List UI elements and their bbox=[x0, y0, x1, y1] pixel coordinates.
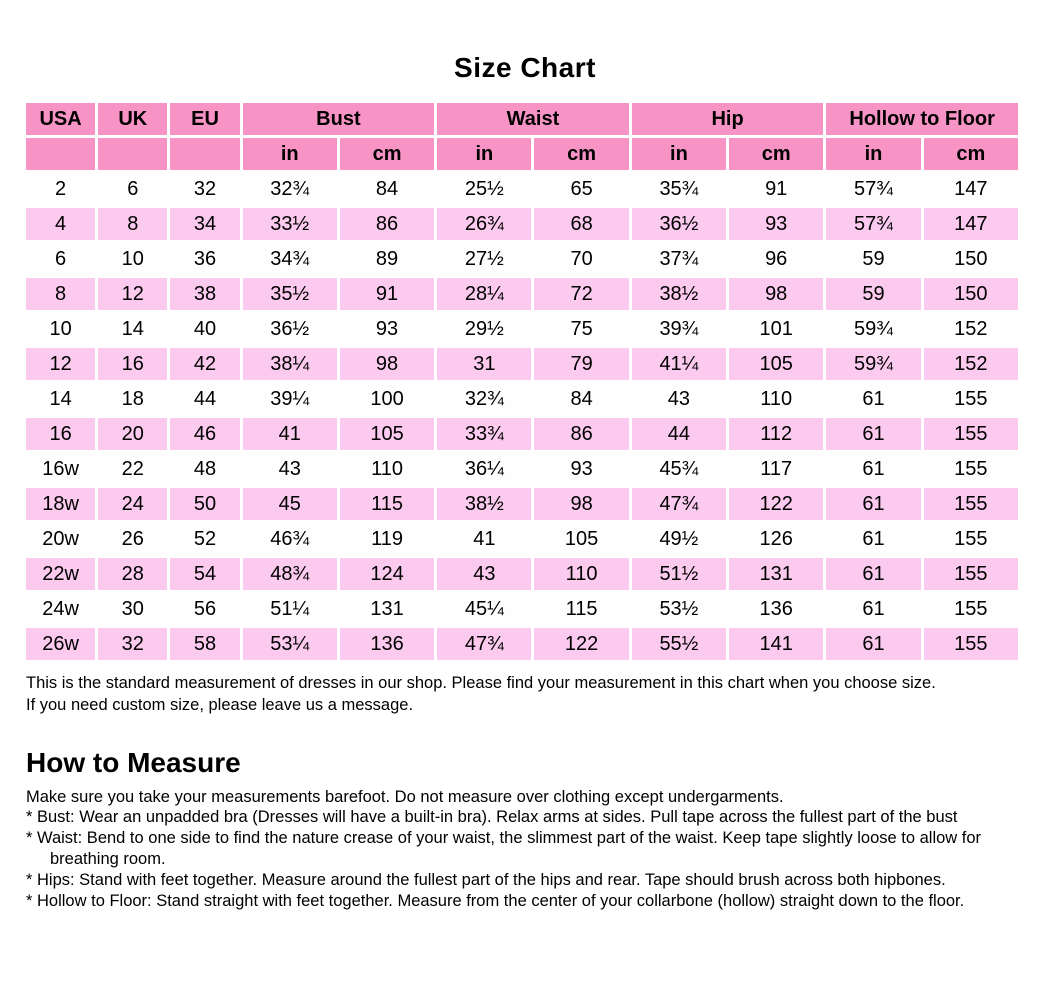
size-cell: 155 bbox=[924, 628, 1018, 660]
size-cell: 47¾ bbox=[632, 488, 726, 520]
size-cell: 57¾ bbox=[826, 208, 920, 240]
size-cell: 61 bbox=[826, 418, 920, 450]
table-row bbox=[26, 208, 1018, 240]
size-cell: 147 bbox=[924, 173, 1018, 205]
size-cell: 39¾ bbox=[632, 313, 726, 345]
size-cell: 141 bbox=[729, 628, 823, 660]
size-cell: 44 bbox=[632, 418, 726, 450]
size-cell: 155 bbox=[924, 418, 1018, 450]
column-group-header: Bust bbox=[243, 103, 435, 135]
column-group-header: Hollow to Floor bbox=[826, 103, 1018, 135]
instruction-line: * Hollow to Floor: Stand straight with feet together. Measure from the center of your collarbone (hollow) straight down to the floor. bbox=[26, 892, 965, 911]
size-cell: 51½ bbox=[632, 558, 726, 590]
note-line: This is the standard measurement of dresses in our shop. Please find your measurement in this chart when you choose size. bbox=[26, 674, 936, 692]
table-row bbox=[26, 313, 1018, 345]
size-cell: 28 bbox=[98, 558, 167, 590]
size-cell: 37¾ bbox=[632, 243, 726, 275]
size-cell: 119 bbox=[340, 523, 434, 555]
size-cell: 48 bbox=[170, 453, 239, 485]
size-cell: 34¾ bbox=[243, 243, 337, 275]
size-cell: 14 bbox=[26, 383, 95, 415]
size-cell: 38½ bbox=[632, 278, 726, 310]
size-cell: 22w bbox=[26, 558, 95, 590]
column-group-header: USA bbox=[26, 103, 95, 135]
size-cell: 124 bbox=[340, 558, 434, 590]
size-cell: 101 bbox=[729, 313, 823, 345]
unit-header-cell: cm bbox=[924, 138, 1018, 170]
size-cell: 150 bbox=[924, 243, 1018, 275]
table-row bbox=[26, 348, 1018, 380]
size-cell: 33¾ bbox=[437, 418, 531, 450]
size-cell: 12 bbox=[98, 278, 167, 310]
size-cell: 49½ bbox=[632, 523, 726, 555]
size-cell: 57¾ bbox=[826, 173, 920, 205]
size-cell: 4 bbox=[26, 208, 95, 240]
size-cell: 45 bbox=[243, 488, 337, 520]
size-cell: 30 bbox=[98, 593, 167, 625]
unit-header-row bbox=[26, 138, 1018, 170]
size-cell: 126 bbox=[729, 523, 823, 555]
size-cell: 84 bbox=[340, 173, 434, 205]
size-cell: 20w bbox=[26, 523, 95, 555]
column-group-header: Hip bbox=[632, 103, 824, 135]
page-title: Size Chart bbox=[454, 52, 596, 83]
size-cell: 38 bbox=[170, 278, 239, 310]
size-cell: 41¼ bbox=[632, 348, 726, 380]
how-to-measure-heading: How to Measure bbox=[26, 746, 241, 778]
size-cell: 105 bbox=[729, 348, 823, 380]
size-cell: 40 bbox=[170, 313, 239, 345]
size-cell: 8 bbox=[98, 208, 167, 240]
size-cell: 96 bbox=[729, 243, 823, 275]
instruction-line: * Waist: Bend to one side to find the nature crease of your waist, the slimmest part of the waist. Keep tape slightly loose to allow for bbox=[26, 829, 982, 848]
size-cell: 34 bbox=[170, 208, 239, 240]
unit-header-cell bbox=[26, 138, 95, 170]
size-cell: 35¾ bbox=[632, 173, 726, 205]
size-cell: 43 bbox=[437, 558, 531, 590]
size-cell: 110 bbox=[340, 453, 434, 485]
size-cell: 22 bbox=[98, 453, 167, 485]
column-group-header: Waist bbox=[437, 103, 629, 135]
size-cell: 115 bbox=[534, 593, 628, 625]
size-cell: 2 bbox=[26, 173, 95, 205]
size-cell: 39¼ bbox=[243, 383, 337, 415]
size-cell: 61 bbox=[826, 593, 920, 625]
size-cell: 105 bbox=[340, 418, 434, 450]
size-cell: 131 bbox=[340, 593, 434, 625]
size-cell: 36¼ bbox=[437, 453, 531, 485]
size-cell: 155 bbox=[924, 593, 1018, 625]
size-cell: 33½ bbox=[243, 208, 337, 240]
size-cell: 43 bbox=[243, 453, 337, 485]
column-group-header: EU bbox=[170, 103, 239, 135]
size-cell: 26¾ bbox=[437, 208, 531, 240]
size-cell: 38¼ bbox=[243, 348, 337, 380]
instruction-line: Make sure you take your measurements barefoot. Do not measure over clothing except undergarments. bbox=[26, 787, 784, 806]
column-group-header: UK bbox=[98, 103, 167, 135]
size-cell: 152 bbox=[924, 348, 1018, 380]
size-cell: 68 bbox=[534, 208, 628, 240]
size-cell: 35½ bbox=[243, 278, 337, 310]
size-cell: 112 bbox=[729, 418, 823, 450]
size-cell: 58 bbox=[170, 628, 239, 660]
table-row bbox=[26, 453, 1018, 485]
size-cell: 61 bbox=[826, 523, 920, 555]
size-cell: 93 bbox=[534, 453, 628, 485]
size-cell: 8 bbox=[26, 278, 95, 310]
size-cell: 98 bbox=[729, 278, 823, 310]
size-cell: 50 bbox=[170, 488, 239, 520]
size-cell: 41 bbox=[437, 523, 531, 555]
size-cell: 115 bbox=[340, 488, 434, 520]
size-cell: 155 bbox=[924, 383, 1018, 415]
size-cell: 29½ bbox=[437, 313, 531, 345]
table-header bbox=[26, 103, 1018, 170]
size-cell: 86 bbox=[534, 418, 628, 450]
size-cell: 44 bbox=[170, 383, 239, 415]
size-cell: 122 bbox=[729, 488, 823, 520]
size-cell: 36½ bbox=[243, 313, 337, 345]
size-cell: 75 bbox=[534, 313, 628, 345]
table-row bbox=[26, 243, 1018, 275]
size-cell: 47¾ bbox=[437, 628, 531, 660]
size-cell: 36 bbox=[170, 243, 239, 275]
header-group-row bbox=[26, 103, 1018, 135]
size-cell: 100 bbox=[340, 383, 434, 415]
size-cell: 105 bbox=[534, 523, 628, 555]
size-cell: 6 bbox=[98, 173, 167, 205]
table-row bbox=[26, 383, 1018, 415]
size-cell: 45¼ bbox=[437, 593, 531, 625]
size-cell: 98 bbox=[534, 488, 628, 520]
size-cell: 59¾ bbox=[826, 313, 920, 345]
table-row bbox=[26, 628, 1018, 660]
size-cell: 110 bbox=[534, 558, 628, 590]
size-chart-table bbox=[23, 100, 1021, 663]
size-cell: 26w bbox=[26, 628, 95, 660]
size-cell: 155 bbox=[924, 453, 1018, 485]
size-cell: 89 bbox=[340, 243, 434, 275]
size-cell: 155 bbox=[924, 558, 1018, 590]
size-cell: 46¾ bbox=[243, 523, 337, 555]
table-body bbox=[26, 173, 1018, 660]
table-row bbox=[26, 523, 1018, 555]
size-cell: 42 bbox=[170, 348, 239, 380]
size-cell: 14 bbox=[98, 313, 167, 345]
size-cell: 117 bbox=[729, 453, 823, 485]
size-cell: 91 bbox=[729, 173, 823, 205]
unit-header-cell: cm bbox=[729, 138, 823, 170]
size-cell: 59 bbox=[826, 243, 920, 275]
size-cell: 18w bbox=[26, 488, 95, 520]
unit-header-cell: in bbox=[632, 138, 726, 170]
size-cell: 93 bbox=[729, 208, 823, 240]
size-cell: 59¾ bbox=[826, 348, 920, 380]
size-cell: 147 bbox=[924, 208, 1018, 240]
size-cell: 136 bbox=[340, 628, 434, 660]
size-cell: 51¼ bbox=[243, 593, 337, 625]
size-cell: 16 bbox=[98, 348, 167, 380]
instruction-line: breathing room. bbox=[50, 850, 166, 869]
size-cell: 24 bbox=[98, 488, 167, 520]
size-cell: 16w bbox=[26, 453, 95, 485]
size-cell: 28¼ bbox=[437, 278, 531, 310]
table-row bbox=[26, 558, 1018, 590]
table-row bbox=[26, 173, 1018, 205]
unit-header-cell bbox=[98, 138, 167, 170]
size-cell: 36½ bbox=[632, 208, 726, 240]
size-cell: 61 bbox=[826, 558, 920, 590]
size-cell: 86 bbox=[340, 208, 434, 240]
size-cell: 84 bbox=[534, 383, 628, 415]
size-cell: 155 bbox=[924, 488, 1018, 520]
size-cell: 53½ bbox=[632, 593, 726, 625]
size-cell: 12 bbox=[26, 348, 95, 380]
size-cell: 61 bbox=[826, 628, 920, 660]
instruction-line: * Bust: Wear an unpadded bra (Dresses will have a built-in bra). Relax arms at sides. Pull tape across the fullest part of the bust bbox=[26, 808, 958, 827]
size-cell: 46 bbox=[170, 418, 239, 450]
unit-header-cell: cm bbox=[534, 138, 628, 170]
size-cell: 27½ bbox=[437, 243, 531, 275]
size-cell: 38½ bbox=[437, 488, 531, 520]
size-cell: 98 bbox=[340, 348, 434, 380]
instruction-line: * Hips: Stand with feet together. Measure around the fullest part of the hips and rear. Tape should brush across both hipbones. bbox=[26, 871, 946, 890]
size-cell: 32 bbox=[170, 173, 239, 205]
table-row bbox=[26, 418, 1018, 450]
size-cell: 91 bbox=[340, 278, 434, 310]
table-row bbox=[26, 278, 1018, 310]
size-cell: 131 bbox=[729, 558, 823, 590]
size-cell: 61 bbox=[826, 488, 920, 520]
size-cell: 43 bbox=[632, 383, 726, 415]
unit-header-cell bbox=[170, 138, 239, 170]
size-cell: 24w bbox=[26, 593, 95, 625]
unit-header-cell: in bbox=[826, 138, 920, 170]
size-cell: 61 bbox=[826, 383, 920, 415]
size-cell: 72 bbox=[534, 278, 628, 310]
table-row bbox=[26, 488, 1018, 520]
size-cell: 155 bbox=[924, 523, 1018, 555]
unit-header-cell: in bbox=[437, 138, 531, 170]
size-cell: 79 bbox=[534, 348, 628, 380]
size-cell: 53¼ bbox=[243, 628, 337, 660]
unit-header-cell: in bbox=[243, 138, 337, 170]
size-cell: 59 bbox=[826, 278, 920, 310]
size-cell: 152 bbox=[924, 313, 1018, 345]
size-cell: 54 bbox=[170, 558, 239, 590]
standard-measurement-notes bbox=[26, 672, 1024, 717]
size-cell: 10 bbox=[26, 313, 95, 345]
size-cell: 48¾ bbox=[243, 558, 337, 590]
size-cell: 150 bbox=[924, 278, 1018, 310]
size-cell: 93 bbox=[340, 313, 434, 345]
size-cell: 56 bbox=[170, 593, 239, 625]
size-cell: 32 bbox=[98, 628, 167, 660]
size-cell: 16 bbox=[26, 418, 95, 450]
unit-header-cell: cm bbox=[340, 138, 434, 170]
size-cell: 65 bbox=[534, 173, 628, 205]
how-to-measure-instructions bbox=[26, 787, 1024, 913]
size-cell: 70 bbox=[534, 243, 628, 275]
size-cell: 61 bbox=[826, 453, 920, 485]
size-cell: 6 bbox=[26, 243, 95, 275]
size-cell: 32¾ bbox=[437, 383, 531, 415]
size-cell: 122 bbox=[534, 628, 628, 660]
size-cell: 18 bbox=[98, 383, 167, 415]
size-cell: 26 bbox=[98, 523, 167, 555]
note-line: If you need custom size, please leave us a message. bbox=[26, 696, 414, 715]
size-cell: 20 bbox=[98, 418, 167, 450]
size-cell: 110 bbox=[729, 383, 823, 415]
size-cell: 31 bbox=[437, 348, 531, 380]
size-cell: 45¾ bbox=[632, 453, 726, 485]
size-cell: 10 bbox=[98, 243, 167, 275]
size-cell: 32¾ bbox=[243, 173, 337, 205]
size-cell: 55½ bbox=[632, 628, 726, 660]
size-cell: 41 bbox=[243, 418, 337, 450]
size-cell: 52 bbox=[170, 523, 239, 555]
size-cell: 25½ bbox=[437, 173, 531, 205]
table-row bbox=[26, 593, 1018, 625]
size-cell: 136 bbox=[729, 593, 823, 625]
